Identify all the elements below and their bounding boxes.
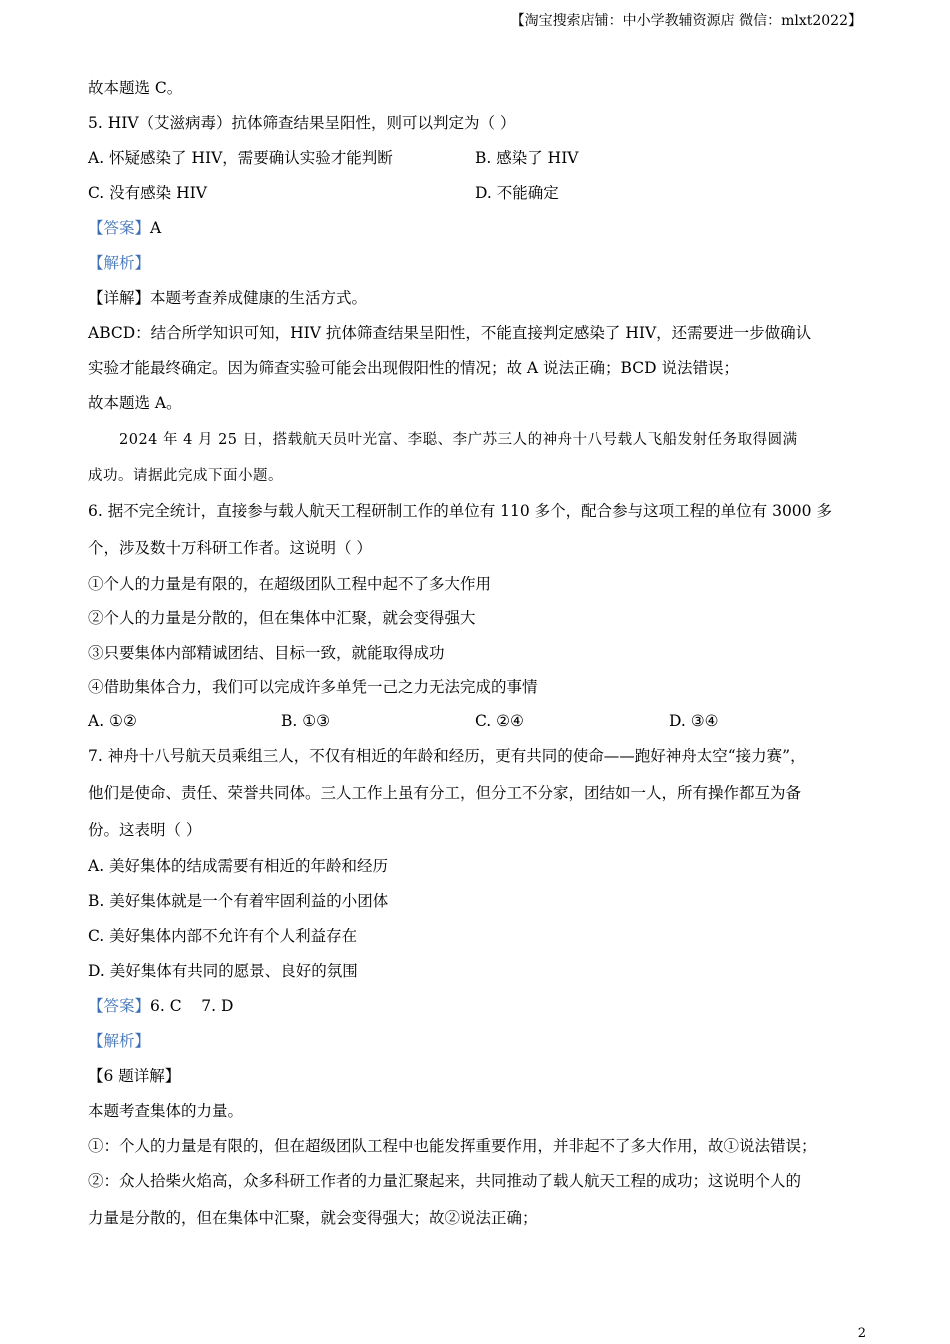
q6-stem-line-2: 个，涉及数十万科研工作者。这说明（ ）	[88, 539, 372, 557]
q7-stem-line-2: 他们是使命、责任、荣誉共同体。三人工作上虽有分工，但分工不分家，团结如一人，所有操作都互为备	[88, 784, 802, 802]
q5-detail-line-1: ABCD：结合所学知识可知，HIV 抗体筛查结果呈阳性，不能直接判定感染了 HIV，还需要进一步做确认	[88, 324, 812, 342]
q6-detail-topic: 本题考查集体的力量。	[88, 1102, 244, 1120]
q6-statement-1: ①个人的力量是有限的，在超级团队工程中起不了多大作用	[88, 575, 492, 593]
q5-answer-value: A	[150, 219, 162, 237]
q67-answer	[88, 996, 233, 1016]
q6-detail-heading: 【6 题详解】	[88, 1067, 181, 1085]
page-header: 【淘宝搜索店铺：中小学教辅资源店 微信：mlxt2022】	[510, 13, 862, 29]
q6-option-d: D. ③④	[669, 712, 719, 730]
q7-option-d: D. 美好集体有共同的愿景、良好的氛围	[88, 962, 358, 980]
answer-tag: 【答案】	[88, 219, 151, 237]
intro-line-2: 成功。请据此完成下面小题。	[88, 468, 283, 484]
q5-conclusion: 故本题选 A。	[88, 394, 182, 412]
q5-detail-line-2: 实验才能最终确定。因为筛查实验可能会出现假阳性的情况；故 A 说法正确；BCD 说法错误；	[88, 359, 739, 377]
q7-option-b: B. 美好集体就是一个有着牢固利益的小团体	[88, 892, 389, 910]
q6-option-b: B. ①③	[281, 712, 331, 730]
q5-answer	[88, 218, 161, 238]
q6-option-c: C. ②④	[475, 712, 524, 730]
q6-statement-2: ②个人的力量是分散的，但在集体中汇聚，就会变得强大	[88, 609, 476, 627]
q7-option-c: C. 美好集体内部不允许有个人利益存在	[88, 927, 358, 945]
q5-stem: 5. HIV（艾滋病毒）抗体筛查结果呈阳性，则可以判定为（ ）	[88, 114, 516, 132]
q7-stem-line-1: 7. 神舟十八号航天员乘组三人，不仅有相近的年龄和经历，更有共同的使命——跑好神舟太空“接力赛”，	[88, 747, 806, 765]
q5-option-a: A. 怀疑感染了 HIV，需要确认实验才能判断	[88, 149, 393, 167]
page-number: 2	[857, 1326, 866, 1341]
answer-tag: 【答案】	[88, 997, 151, 1015]
q6-statement-3: ③只要集体内部精诚团结、目标一致，就能取得成功	[88, 644, 445, 662]
q6-detail-point-2: ②：众人拾柴火焰高，众多科研工作者的力量汇聚起来，共同推动了载人航天工程的成功；这说明个人的	[88, 1172, 802, 1190]
q67-analysis-tag: 【解析】	[88, 1032, 151, 1050]
q6-stem-line-1: 6. 据不完全统计，直接参与载人航天工程研制工作的单位有 110 多个，配合参与这项工程的单位有 3000 多	[88, 502, 832, 520]
q6-detail-point-2-cont: 力量是分散的，但在集体中汇聚，就会变得强大；故②说法正确；	[88, 1209, 538, 1227]
q7-stem-line-3: 份。这表明（ ）	[88, 821, 202, 839]
intro-line-1: 2024 年 4 月 25 日，搭载航天员叶光富、李聪、李广苏三人的神舟十八号载人飞船发射任务取得圆满	[119, 432, 798, 448]
q5-detail-heading: 【详解】本题考查养成健康的生活方式。	[88, 289, 368, 307]
q67-answer-value: 6. C 7. D	[150, 997, 234, 1015]
conclusion-prev: 故本题选 C。	[88, 79, 183, 97]
q6-statement-4: ④借助集体合力，我们可以完成许多单凭一己之力无法完成的事情	[88, 678, 538, 696]
q5-option-d: D. 不能确定	[475, 184, 559, 202]
q6-option-a: A. ①②	[88, 712, 137, 730]
q5-option-b: B. 感染了 HIV	[475, 149, 579, 167]
q5-option-c: C. 没有感染 HIV	[88, 184, 207, 202]
q7-option-a: A. 美好集体的结成需要有相近的年龄和经历	[88, 857, 389, 875]
q5-analysis-tag: 【解析】	[88, 254, 151, 272]
q6-detail-point-1: ①：个人的力量是有限的，但在超级团队工程中也能发挥重要作用，并非起不了多大作用，故①说法错误；	[88, 1137, 817, 1155]
